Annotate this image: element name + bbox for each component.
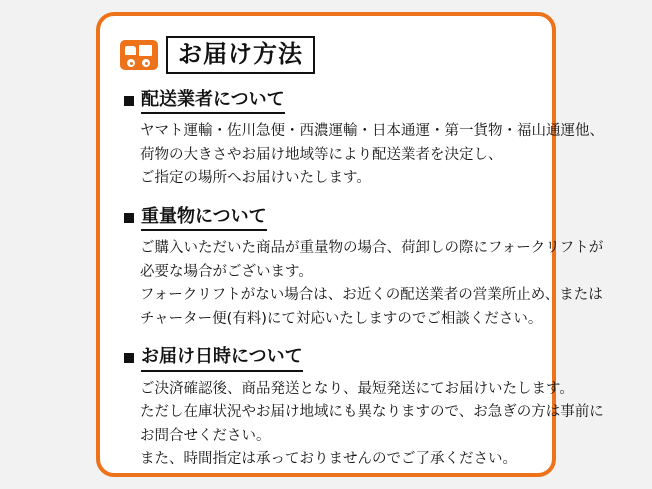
- card-title-row: [120, 36, 534, 74]
- body-line: ご決済確認後、商品発送となり、最短発送にてお届けいたします。: [140, 380, 574, 397]
- section-heading-row: [124, 205, 534, 231]
- delivery-info-card: [96, 12, 604, 477]
- section-delivery-date: [118, 345, 604, 471]
- section-heading-row: [124, 88, 534, 114]
- delivery-truck-icon: [120, 40, 158, 70]
- body-line: 必要な場合がございます。: [140, 263, 313, 280]
- section-heading: 重量物について: [141, 205, 267, 231]
- section-carrier: [118, 88, 604, 191]
- section-heading-row: [124, 345, 534, 371]
- section-body: [140, 120, 604, 190]
- bullet-square-icon: [124, 353, 134, 363]
- bullet-square-icon: [124, 213, 134, 223]
- section-heading: お届け日時について: [141, 345, 303, 371]
- section-body: [140, 237, 604, 331]
- body-line: ヤマト運輸・佐川急便・西濃運輸・日本通運・第一貨物・福山通運他、: [140, 123, 604, 140]
- body-line: フォークリフトがない場合は、お近くの配送業者の営業所止め、または: [140, 287, 603, 304]
- body-line: また、時間指定は承っておりませんのでご了承ください。: [140, 451, 517, 468]
- body-line: ご指定の場所へお届けいたします。: [140, 170, 371, 187]
- body-line: お問合せください。: [140, 427, 271, 444]
- page-title: お届け方法: [166, 36, 315, 74]
- body-line: ただし在庫状況やお届け地域にも異なりますので、お急ぎの方は事前に: [140, 404, 604, 421]
- body-line: 荷物の大きさやお届け地域等により配送業者を決定し、: [140, 146, 503, 163]
- bullet-square-icon: [124, 96, 134, 106]
- body-line: ご購入いただいた商品が重量物の場合、荷卸しの際にフォークリフトが: [140, 240, 604, 257]
- section-heavy-goods: [118, 205, 604, 331]
- section-heading: 配送業者について: [141, 88, 285, 114]
- section-body: [140, 378, 604, 472]
- body-line: チャーター便(有料)にて対応いたしますのでご相談ください。: [140, 310, 543, 327]
